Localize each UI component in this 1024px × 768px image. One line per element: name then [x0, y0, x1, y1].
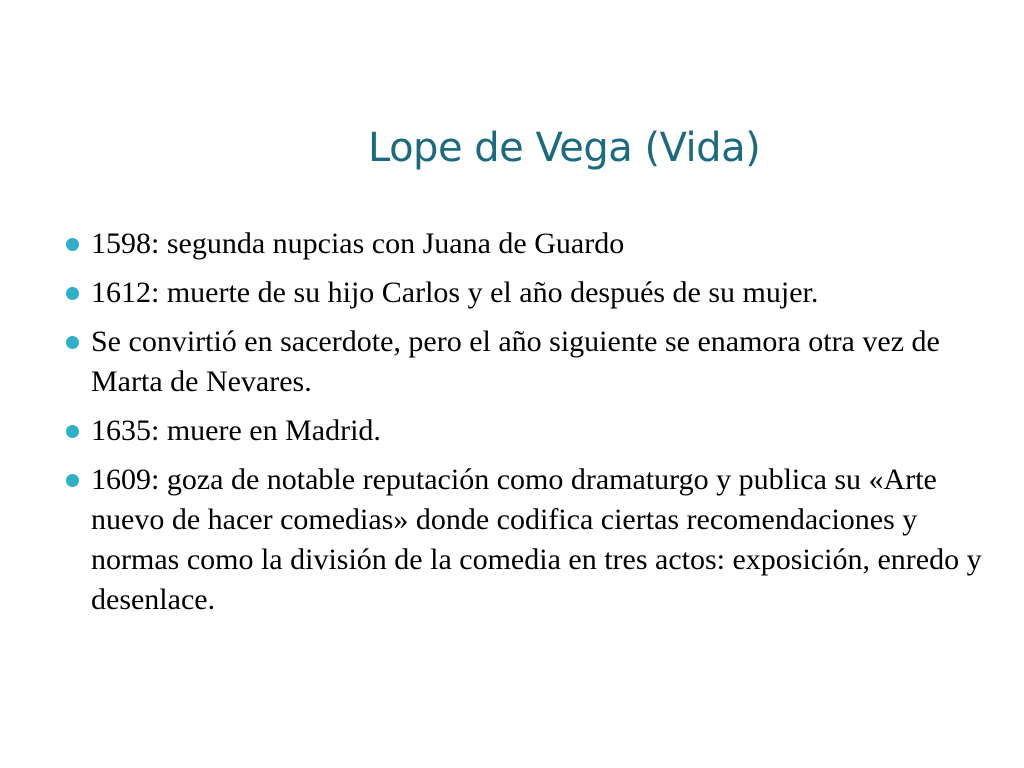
bullet-item: [60, 322, 1000, 402]
round-bullet-icon: [66, 238, 79, 251]
round-bullet-icon: [66, 425, 79, 438]
bullet-item: [60, 411, 1000, 451]
bullet-list: [60, 224, 1000, 629]
bullet-text: 1612: muerte de su hijo Carlos y el año después de su mujer.: [91, 276, 819, 309]
bullet-text: 1598: segunda nupcias con Juana de Guardo: [91, 227, 625, 260]
bullet-item: [60, 460, 1000, 620]
bullet-text: 1609: goza de notable reputación como dramaturgo y publica su «Arte nuevo de hacer comedias» donde codifica ciertas recomendaciones y normas como la división de la comedia en tres actos: exposición, enredo y desenlace.: [91, 463, 982, 616]
round-bullet-icon: [66, 287, 79, 300]
slide-title: Lope de Vega (Vida): [368, 125, 761, 171]
bullet-item: [60, 273, 1000, 313]
round-bullet-icon: [66, 474, 79, 487]
bullet-text: 1635: muere en Madrid.: [91, 414, 381, 447]
bullet-text: Se convirtió en sacerdote, pero el año siguiente se enamora otra vez de Marta de Nevares.: [91, 325, 940, 398]
bullet-item: [60, 224, 1000, 264]
round-bullet-icon: [66, 336, 79, 349]
